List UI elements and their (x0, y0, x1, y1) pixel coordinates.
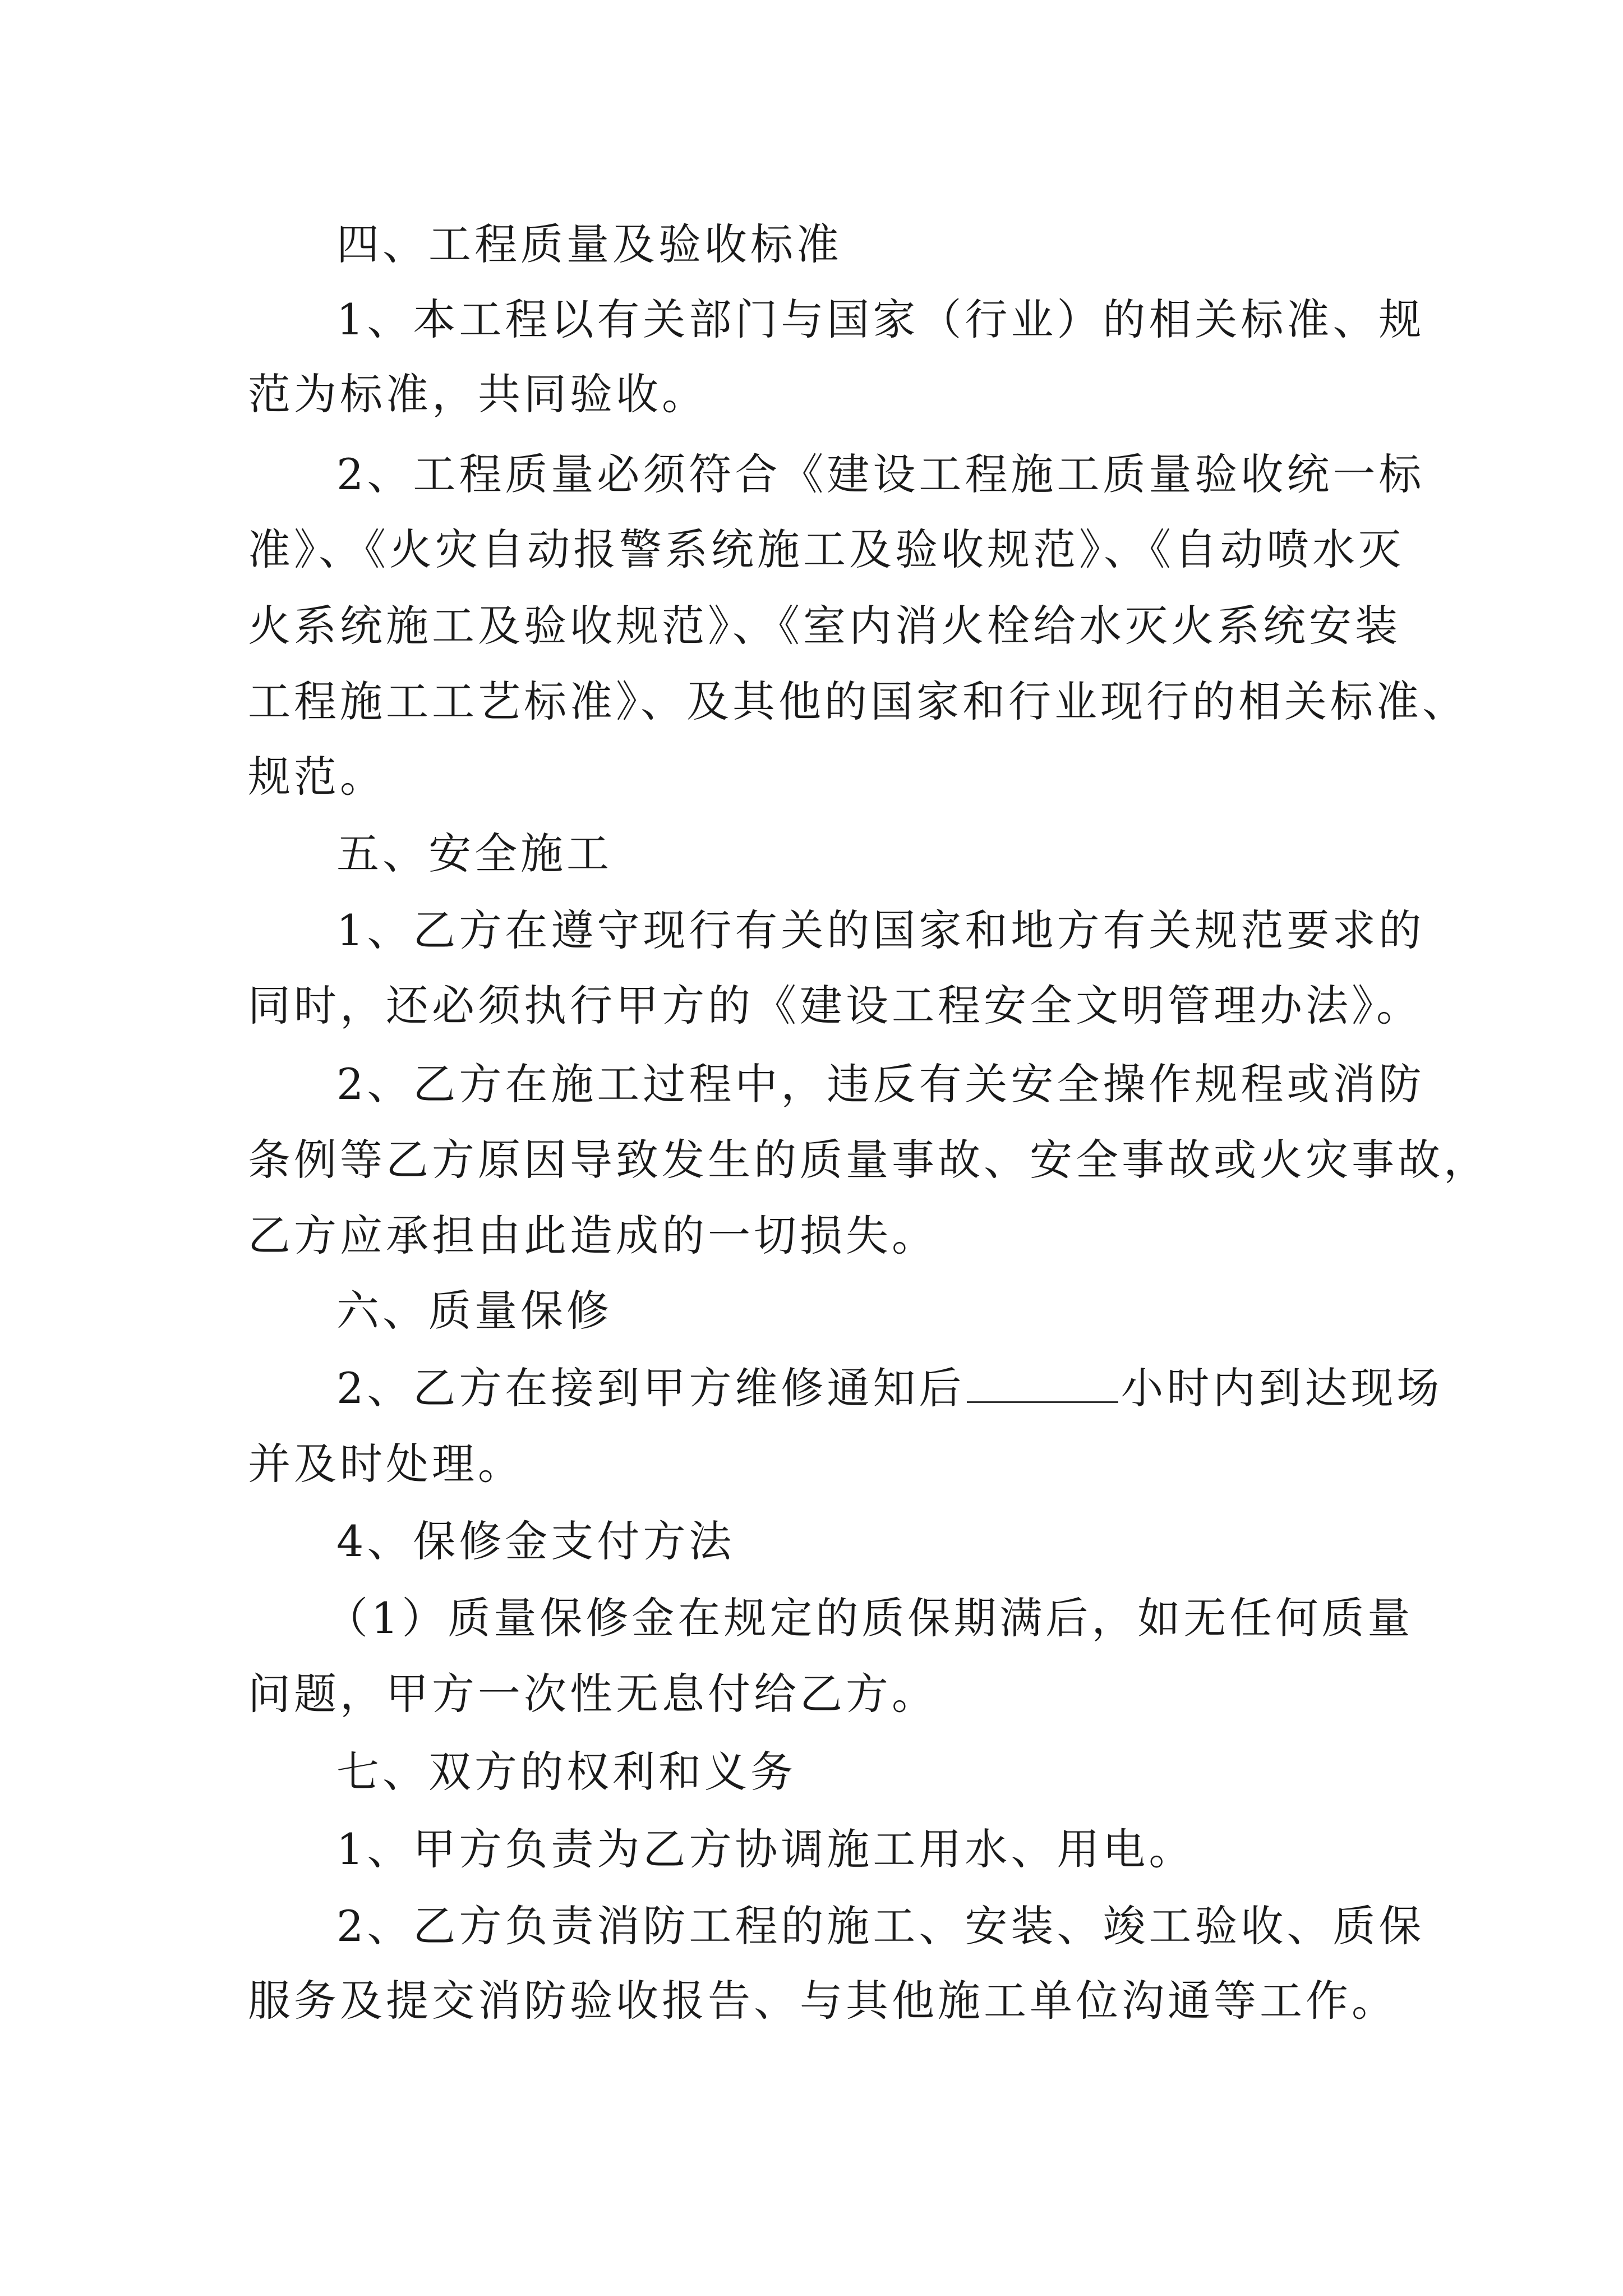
s4-paragraph-2-line-3: 火系统施工及验收规范》、《室内消火栓给水灭火系统安装 (248, 601, 1401, 651)
s6-paragraph-2-text-after: 小时内到达现场 (1121, 1363, 1443, 1413)
s4-paragraph-1-line-2: 范为标准，共同验收。 (248, 369, 708, 419)
s6-paragraph-2-text-before: 2、乙方在接到甲方维修通知后 (336, 1363, 965, 1413)
s5-paragraph-2-line-2: 条例等乙方原因导致发生的质量事故、安全事故或火灾事故， (248, 1135, 1490, 1185)
s7-paragraph-1: 1、甲方负责为乙方协调施工用水、用电。 (336, 1824, 1195, 1874)
s6-paragraph-4-title: 4、保修金支付方法 (336, 1516, 735, 1566)
section-5-title: 五、安全施工 (336, 829, 612, 878)
s6-paragraph-2-line-1 (336, 1360, 1442, 1416)
s6-paragraph-2-line-2: 并及时处理。 (248, 1439, 524, 1489)
s4-paragraph-2-line-1: 2、工程质量必须符合《建设工程施工质量验收统一标 (336, 449, 1425, 499)
section-4-title: 四、工程质量及验收标准 (336, 219, 842, 269)
s4-paragraph-2-line-4: 工程施工工艺标准》、及其他的国家和行业现行的相关标准、 (248, 677, 1468, 726)
s5-paragraph-2-line-3: 乙方应承担由此造成的一切损失。 (248, 1211, 938, 1260)
s6-paragraph-4-sub-line-2: 问题，甲方一次性无息付给乙方。 (248, 1669, 938, 1719)
s4-paragraph-2-line-5: 规范。 (248, 752, 386, 802)
s7-paragraph-2-line-2: 服务及提交消防验收报告、与其他施工单位沟通等工作。 (248, 1976, 1398, 2026)
hours-blank-field[interactable] (967, 1362, 1118, 1403)
s7-paragraph-2-line-1: 2、乙方负责消防工程的施工、安装、竣工验收、质保 (336, 1901, 1425, 1951)
s6-paragraph-4-sub-line-1: （1）质量保修金在规定的质保期满后，如无任何质量 (325, 1593, 1414, 1643)
section-7-title: 七、双方的权利和义务 (336, 1747, 796, 1797)
s5-paragraph-1-line-2: 同时，还必须执行甲方的《建设工程安全文明管理办法》。 (248, 981, 1422, 1030)
s4-paragraph-1-line-1: 1、本工程以有关部门与国家（行业）的相关标准、规 (336, 295, 1425, 344)
section-6-title: 六、质量保修 (336, 1286, 612, 1336)
s5-paragraph-1-line-1: 1、乙方在遵守现行有关的国家和地方有关规范要求的 (336, 905, 1425, 955)
s4-paragraph-2-line-2: 准》、《火灾自动报警系统施工及验收规范》、《自动喷水灭 (248, 524, 1404, 574)
s5-paragraph-2-line-1: 2、乙方在施工过程中，违反有关安全操作规程或消防 (336, 1059, 1425, 1109)
